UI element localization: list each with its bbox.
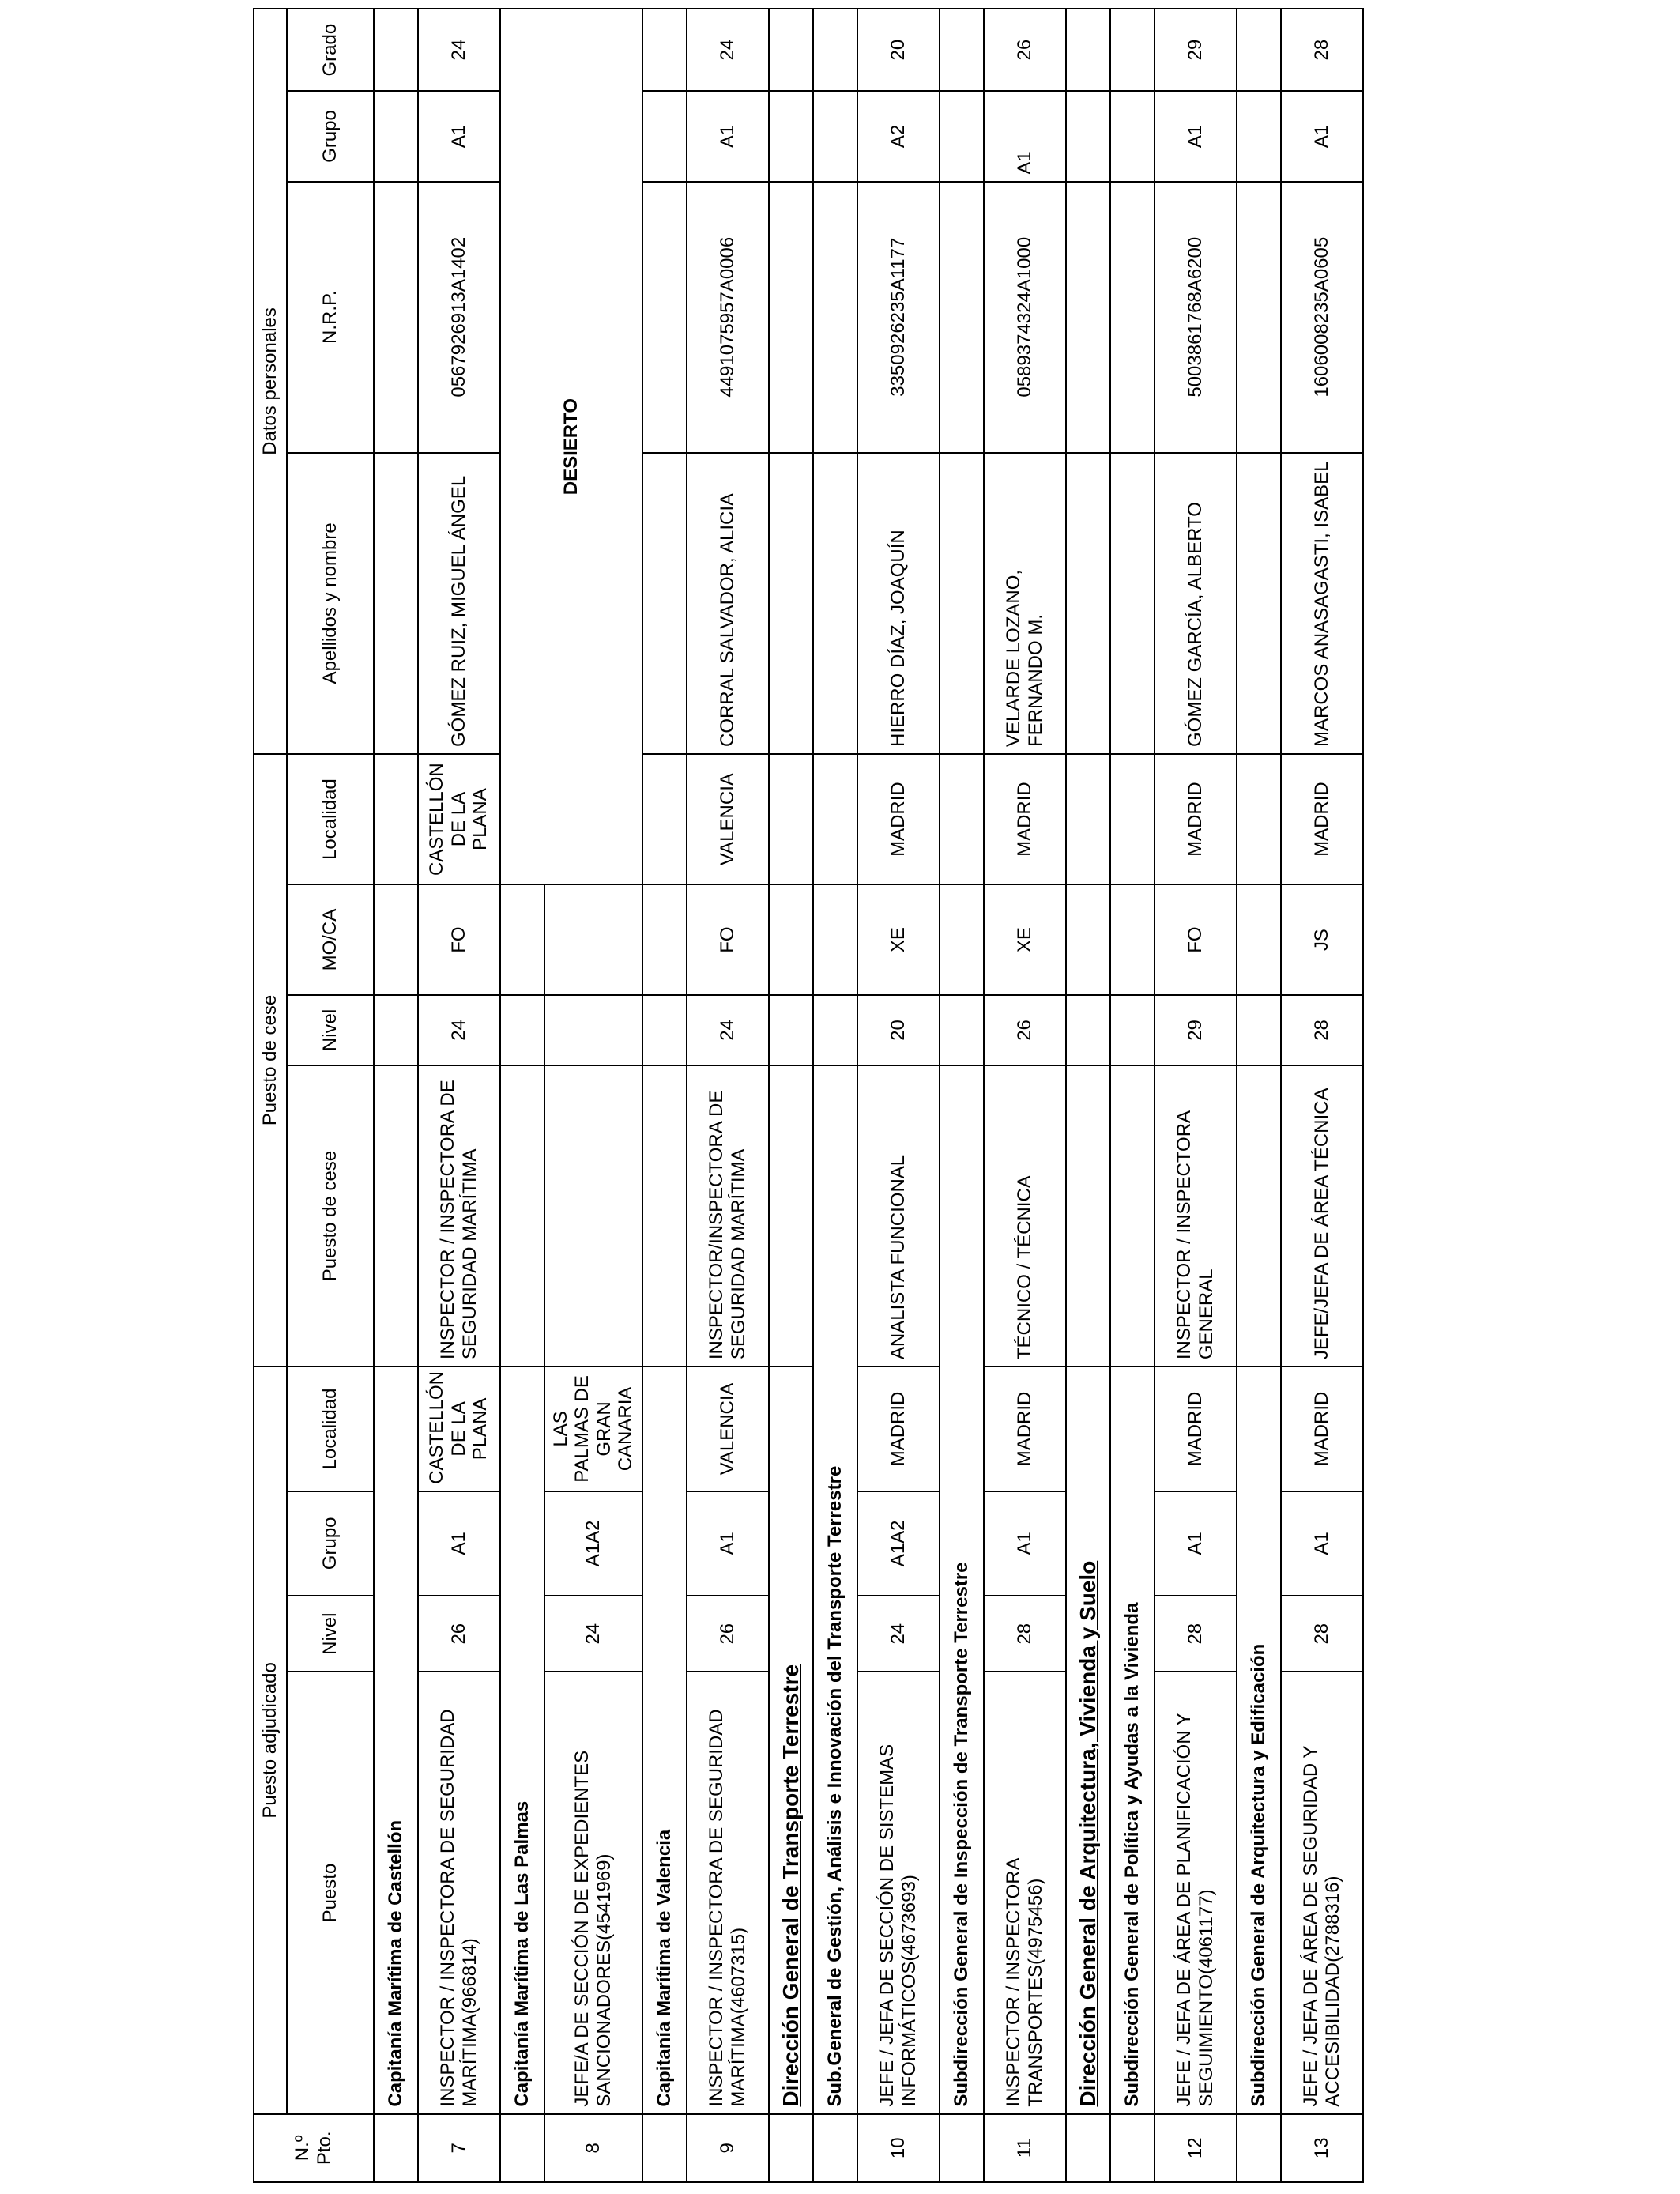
row-nivel-cese: 26: [984, 995, 1066, 1065]
header-grupo: Grupo: [287, 1491, 374, 1596]
section-sg-edificacion: Subdirección General de Arquitectura y Edificación: [1237, 1367, 1281, 2113]
row-mo-ca: FO: [687, 884, 769, 995]
row-grado: 26: [984, 9, 1066, 91]
row-grupo: A1: [1281, 1491, 1363, 1596]
row-mo-ca: JS: [1281, 884, 1363, 995]
header-nrp: N.R.P.: [287, 182, 374, 453]
row-grupo-dp: A1: [984, 91, 1066, 181]
row-apellidos: MARCOS ANASAGASTI, ISABEL: [1281, 453, 1363, 754]
row-localidad-cese: MADRID: [857, 754, 940, 884]
row-nivel: 24: [544, 1596, 642, 1672]
row-nivel: 28: [984, 1596, 1066, 1672]
row-num: 8: [544, 2114, 642, 2182]
section-sg-politica: Subdirección General de Política y Ayudas a la Vivienda: [1110, 1367, 1155, 2113]
row-grado: 28: [1281, 9, 1363, 91]
row-puesto-cese: JEFE/JEFA DE ÁREA TÉCNICA: [1281, 1065, 1363, 1367]
row-apellidos: HIERRO DÍAZ, JOAQUÍN: [857, 453, 940, 754]
row-nivel-cese: 24: [418, 995, 500, 1065]
row-grupo-dp: A1: [1155, 91, 1237, 181]
row-nrp: 4491075957A0006: [687, 182, 769, 453]
row-mo-ca: FO: [1155, 884, 1237, 995]
header-datos-personales: Datos personales: [254, 9, 287, 754]
row-nivel: 28: [1281, 1596, 1363, 1672]
row-nrp: 3350926235A1177: [857, 182, 940, 453]
row-puesto: INSPECTOR / INSPECTORA DE SEGURIDAD MARÍTIMA(4607315): [687, 1672, 769, 2113]
section-laspalmas: Capitanía Marítima de Las Palmas: [500, 1367, 544, 2113]
adjudication-table: [253, 8, 1364, 2183]
header-mo-ca: MO/CA: [287, 884, 374, 995]
header-puesto-adjudicado: Puesto adjudicado: [254, 1367, 287, 2113]
row-apellidos: CORRAL SALVADOR, ALICIA: [687, 453, 769, 754]
row-localidad: MADRID: [857, 1367, 940, 1491]
row-mo-ca: XE: [984, 884, 1066, 995]
section-valencia: Capitanía Marítima de Valencia: [642, 1367, 687, 2113]
table-row: [1155, 9, 1237, 2182]
header-puesto-cese: Puesto de cese: [287, 1065, 374, 1367]
row-localidad-cese: VALENCIA: [687, 754, 769, 884]
row-puesto: INSPECTOR / INSPECTORA TRANSPORTES(4975456): [984, 1672, 1066, 2113]
row-puesto-cese: TÉCNICO / TÉCNICA: [984, 1065, 1066, 1367]
row-puesto-cese: INSPECTOR / INSPECTORA GENERAL: [1155, 1065, 1237, 1367]
section-sg-gestion: Sub.General de Gestión, Análisis e Innovación del Transporte Terrestre: [813, 1065, 857, 2114]
table-row: [857, 9, 940, 2182]
row-localidad: MADRID: [1281, 1367, 1363, 1491]
row-puesto: JEFE / JEFA DE ÁREA DE SEGURIDAD Y ACCESIBILIDAD(2788316): [1281, 1672, 1363, 2113]
row-mo-ca: XE: [857, 884, 940, 995]
header-localidad-cese: Localidad: [287, 754, 374, 884]
header-puesto: Puesto: [287, 1672, 374, 2113]
header-num-pto: N.º Pto.: [254, 2114, 374, 2182]
row-grupo: A1A2: [544, 1491, 642, 1596]
row-puesto-cese: INSPECTOR/INSPECTORA DE SEGURIDAD MARÍTIMA: [687, 1065, 769, 1367]
section-dg-transporte: Dirección General de Transporte Terrestre: [769, 1367, 813, 2113]
table-row: [984, 9, 1066, 2182]
row-localidad-cese: CASTELLÓN DE LA PLANA: [418, 754, 500, 884]
row-nivel-cese: 28: [1281, 995, 1363, 1065]
row-nrp: 5003861768A6200: [1155, 182, 1237, 453]
row-num: 11: [984, 2114, 1066, 2182]
row-grupo-dp: A1: [687, 91, 769, 181]
row-num: 10: [857, 2114, 940, 2182]
row-nrp: 0589374324A1000: [984, 182, 1066, 453]
header-nivel: Nivel: [287, 1596, 374, 1672]
section-dg-arquitectura: Dirección General de Arquitectura, Vivienda y Suelo: [1066, 1367, 1110, 2113]
header-nivel-cese: Nivel: [287, 995, 374, 1065]
row-puesto-cese: ANALISTA FUNCIONAL: [857, 1065, 940, 1367]
header-localidad: Localidad: [287, 1367, 374, 1491]
row-nrp: 0567926913A1402: [418, 182, 500, 453]
row-puesto: INSPECTOR / INSPECTORA DE SEGURIDAD MARÍTIMA(966814): [418, 1672, 500, 2113]
row-grupo: A1: [984, 1491, 1066, 1596]
row-grupo: A1: [687, 1491, 769, 1596]
row-puesto-cese: INSPECTOR / INSPECTORA DE SEGURIDAD MARÍTIMA: [418, 1065, 500, 1367]
row-desierto: DESIERTO: [500, 9, 642, 884]
row-grupo-dp: A2: [857, 91, 940, 181]
row-grado: 24: [418, 9, 500, 91]
header-grado: Grado: [287, 9, 374, 91]
row-localidad-cese: MADRID: [984, 754, 1066, 884]
row-num: 12: [1155, 2114, 1237, 2182]
table-row: [418, 9, 500, 2182]
row-puesto: JEFE / JEFA DE SECCIÓN DE SISTEMAS INFORMÁTICOS(4673693): [857, 1672, 940, 2113]
row-nivel: 26: [687, 1596, 769, 1672]
row-localidad: MADRID: [984, 1367, 1066, 1491]
row-localidad: MADRID: [1155, 1367, 1237, 1491]
row-grupo-dp: A1: [1281, 91, 1363, 181]
row-localidad-cese: MADRID: [1281, 754, 1363, 884]
row-localidad: CASTELLÓN DE LA PLANA: [418, 1367, 500, 1491]
row-nrp: 1606008235A0605: [1281, 182, 1363, 453]
row-num: 13: [1281, 2114, 1363, 2182]
row-grado: 20: [857, 9, 940, 91]
row-nivel: 26: [418, 1596, 500, 1672]
row-localidad-cese: MADRID: [1155, 754, 1237, 884]
header-puesto-cese-group: Puesto de cese: [254, 754, 287, 1367]
row-apellidos: GÓMEZ GARCÍA, ALBERTO: [1155, 453, 1237, 754]
row-grupo: A1: [418, 1491, 500, 1596]
row-grado: 29: [1155, 9, 1237, 91]
row-localidad: LAS PALMAS DE GRAN CANARIA: [544, 1367, 642, 1491]
row-grupo: A1A2: [857, 1491, 940, 1596]
row-localidad: VALENCIA: [687, 1367, 769, 1491]
table-row: [687, 9, 769, 2182]
row-nivel-cese: 20: [857, 995, 940, 1065]
row-puesto: JEFE / JEFA DE ÁREA DE PLANIFICACIÓN Y SEGUIMIENTO(4061177): [1155, 1672, 1237, 2113]
row-grado: 24: [687, 9, 769, 91]
row-apellidos: GÓMEZ RUIZ, MIGUEL ÁNGEL: [418, 453, 500, 754]
section-sg-inspeccion: Subdirección General de Inspección de Transporte Terrestre: [940, 1065, 984, 2114]
row-grupo-dp: A1: [418, 91, 500, 181]
row-apellidos: VELARDE LOZANO, FERNANDO M.: [984, 453, 1066, 754]
header-grupo-dp: Grupo: [287, 91, 374, 181]
row-grupo: A1: [1155, 1491, 1237, 1596]
row-nivel-cese: 29: [1155, 995, 1237, 1065]
row-nivel: 24: [857, 1596, 940, 1672]
row-nivel: 28: [1155, 1596, 1237, 1672]
table-row: [1281, 9, 1363, 2182]
row-mo-ca: FO: [418, 884, 500, 995]
row-nivel-cese: 24: [687, 995, 769, 1065]
row-num: 7: [418, 2114, 500, 2182]
row-num: 9: [687, 2114, 769, 2182]
row-puesto: JEFE/A DE SECCIÓN DE EXPEDIENTES SANCIONADORES(4541969): [544, 1672, 642, 2113]
header-apellidos: Apellidos y nombre: [287, 453, 374, 754]
section-castellon: Capitanía Marítima de Castellón: [374, 1367, 418, 2113]
